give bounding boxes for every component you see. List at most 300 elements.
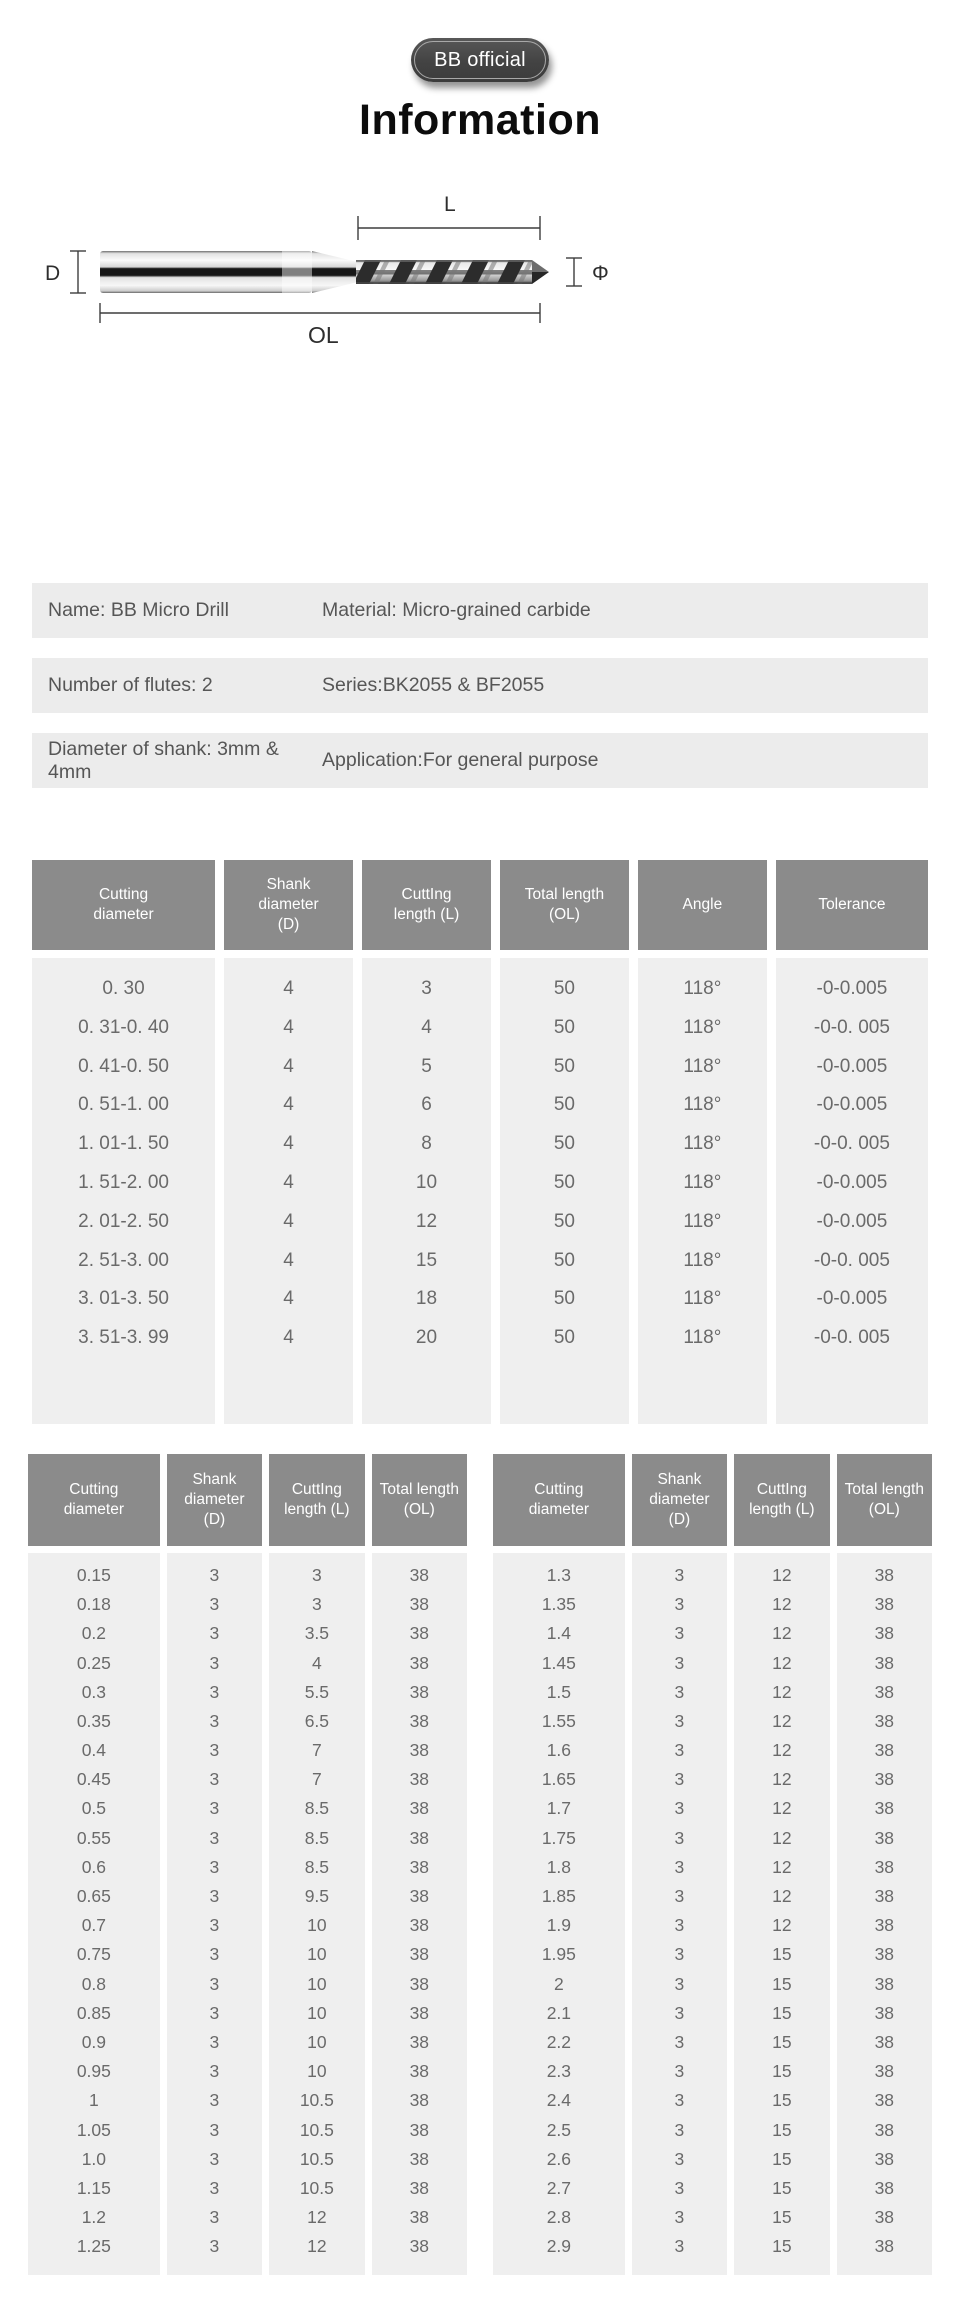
table-cell: 38 (874, 2031, 895, 2052)
table-cell: 3 (421, 978, 432, 999)
info-row (32, 733, 928, 788)
table-cell: 2.9 (546, 2236, 572, 2257)
table-cell: 8.5 (304, 1827, 330, 1848)
table-cell: 12 (772, 1681, 792, 1702)
table-cell: 0. 30 (102, 978, 145, 999)
table-cell: 3 (209, 2119, 220, 2140)
table-cell: 3 (209, 1944, 220, 1965)
table-cell: 1.45 (541, 1652, 576, 1673)
table-cell: 50 (553, 1210, 575, 1232)
column-header (632, 1454, 727, 1546)
table-cell: 38 (409, 1681, 430, 1702)
table-cell: 12 (307, 2236, 327, 2257)
table-cell: -0-0.005 (816, 978, 888, 999)
table-cell: 0.15 (76, 1564, 111, 1585)
column-header (269, 1454, 364, 1546)
column-shank-diameter (632, 1454, 727, 2276)
table-cell: 15 (772, 1944, 792, 1965)
column-header (638, 860, 767, 950)
drill-illustration (100, 251, 549, 293)
column-header (224, 860, 353, 950)
column-body (32, 958, 215, 1424)
table-cell: 38 (409, 1564, 430, 1585)
info-section (32, 583, 928, 788)
table-cell: 10.5 (299, 2177, 334, 2198)
table-cell: 2 (553, 1973, 564, 1994)
column-header-label: CuttIng length (L) (749, 1480, 815, 1518)
table-cell: 4 (283, 1288, 294, 1310)
table-cell: 50 (553, 1133, 575, 1155)
table-cell: 118° (683, 1210, 722, 1232)
table-cell: 2.2 (546, 2031, 572, 2052)
table-cell: 38 (874, 1740, 895, 1761)
column-shank-diameter (167, 1454, 262, 2276)
table-cell: 38 (409, 2090, 430, 2111)
table-cell: 38 (874, 1652, 895, 1673)
table-cell: 4 (283, 1210, 294, 1232)
column-header-label: Shank diameter (D) (649, 1470, 710, 1529)
info-row (32, 658, 928, 713)
table-cell: 3 (674, 2177, 685, 2198)
column-body (372, 1553, 467, 2276)
table-cell: -0-0. 005 (813, 1133, 890, 1155)
column-header-label: Total length (OL) (379, 1480, 459, 1518)
table-cell: 4 (421, 1016, 432, 1038)
column-header-label: Total length (OL) (844, 1480, 924, 1518)
table-cell: 3. 51-3. 99 (78, 1327, 169, 1349)
table-cell: -0-0. 005 (813, 1249, 890, 1271)
table-cell: 20 (415, 1327, 438, 1349)
table-cell: 1.2 (81, 2207, 107, 2228)
table-cell: 3 (674, 1652, 685, 1673)
main-spec-table (32, 860, 928, 1424)
table-cell: -0-0. 005 (813, 1327, 890, 1349)
table-cell: 2.1 (546, 2002, 572, 2023)
column-header-label: Shank diameter (D) (258, 875, 319, 934)
overall-length-dimension (100, 303, 540, 323)
table-cell: 118° (683, 1249, 722, 1271)
column-body (734, 1553, 829, 2276)
table-cell: 118° (683, 1133, 722, 1155)
table-cell: 0.35 (76, 1710, 111, 1731)
table-cell: 2.3 (546, 2061, 572, 2082)
table-cell: 1.0 (81, 2148, 107, 2169)
table-cell: 4 (283, 1171, 294, 1193)
table-cell: 15 (415, 1249, 438, 1271)
table-cell: 4 (311, 1652, 322, 1673)
table-cell: 3 (209, 1856, 220, 1877)
table-cell: 3 (674, 1886, 685, 1907)
table-cell: 118° (683, 1327, 722, 1349)
table-cell: 38 (874, 2002, 895, 2023)
table-cell: 2.6 (546, 2148, 572, 2169)
table-cell: 0.9 (81, 2031, 107, 2052)
table-cell: 38 (874, 1915, 895, 1936)
table-cell: 15 (772, 2061, 792, 2082)
info-flutes: Number of flutes: 2 (48, 674, 213, 696)
column-body (362, 958, 491, 1424)
column-body (493, 1553, 625, 2276)
column-header-label: Angle (682, 895, 723, 913)
table-cell: 3 (209, 2236, 220, 2257)
table-cell: 3 (674, 1915, 685, 1936)
table-cell: 4 (283, 1249, 294, 1271)
table-cell: 38 (874, 1710, 895, 1731)
column-tolerance (776, 860, 928, 1424)
table-cell: 3 (209, 2031, 220, 2052)
table-cell: 38 (409, 2177, 430, 2198)
table-cell: 1.25 (76, 2236, 111, 2257)
table-cell: 3 (674, 2119, 685, 2140)
table-cell: 18 (415, 1288, 438, 1310)
column-shank-diameter (224, 860, 353, 1424)
table-cell: 12 (772, 1856, 792, 1877)
table-cell: 12 (772, 1710, 792, 1731)
table-cell: 3 (674, 2236, 685, 2257)
table-cell: 3 (674, 1594, 685, 1615)
bottom-tables-section (28, 1454, 932, 2276)
table-cell: 3 (674, 1710, 685, 1731)
table-cell: 3. 01-3. 50 (78, 1288, 169, 1310)
table-cell: 0.3 (81, 1681, 107, 1702)
table-cell: 1.3 (546, 1564, 572, 1585)
table-cell: 1.4 (546, 1623, 572, 1644)
table-cell: 3 (209, 1769, 220, 1790)
table-cell: 3 (674, 2148, 685, 2169)
table-cell: 3 (209, 2148, 220, 2169)
table-cell: 50 (553, 1094, 575, 1116)
column-header (837, 1454, 932, 1546)
table-cell: 3 (674, 2090, 685, 2111)
table-cell: 118° (683, 1171, 722, 1193)
table-cell: 4 (283, 1055, 294, 1077)
table-cell: 38 (874, 1827, 895, 1848)
column-header (32, 860, 215, 950)
table-cell: 3 (674, 2002, 685, 2023)
column-body (776, 958, 928, 1424)
column-header (167, 1454, 262, 1546)
table-cell: 3 (674, 1769, 685, 1790)
table-cell: 0.7 (81, 1915, 107, 1936)
table-cell: 8.5 (304, 1856, 330, 1877)
column-cutting-diameter (32, 860, 215, 1424)
table-cell: 4 (283, 1094, 294, 1116)
table-cell: 38 (874, 1886, 895, 1907)
table-cell: 3 (209, 2090, 220, 2111)
table-cell: 1.5 (546, 1681, 572, 1702)
table-cell: 4 (283, 978, 294, 999)
table-cell: -0-0.005 (816, 1210, 888, 1232)
table-cell: 5 (421, 1055, 432, 1077)
table-cell: 50 (553, 1016, 575, 1038)
table-cell: 3 (674, 1623, 685, 1644)
table-cell: 12 (772, 1915, 792, 1936)
table-cell: 12 (415, 1210, 438, 1232)
left-spec-table (28, 1454, 467, 2276)
table-cell: 3 (209, 1564, 220, 1585)
table-cell: 3 (209, 1652, 220, 1673)
column-angle (638, 860, 767, 1424)
table-cell: 3 (209, 2207, 220, 2228)
table-cell: 38 (409, 2061, 430, 2082)
info-series: Series:BK2055 & BF2055 (322, 674, 545, 696)
flute-length-label: L (444, 193, 456, 216)
table-cell: 12 (772, 1798, 792, 1819)
table-cell: 38 (409, 1740, 430, 1761)
table-cell: 3 (209, 1623, 220, 1644)
table-cell: 10 (307, 2002, 327, 2023)
table-cell: 38 (874, 2119, 895, 2140)
table-cell: 1.95 (541, 1944, 576, 1965)
table-cell: 0.95 (76, 2061, 111, 2082)
table-cell: 38 (874, 2148, 895, 2169)
table-cell: 4 (283, 1327, 294, 1349)
table-cell: 38 (409, 2148, 430, 2169)
table-cell: 0. 41-0. 50 (78, 1055, 169, 1077)
table-cell: 118° (683, 978, 722, 999)
table-cell: 2.5 (546, 2119, 572, 2140)
table-cell: 10 (307, 2031, 327, 2052)
table-cell: 12 (772, 1594, 792, 1615)
table-cell: 9.5 (304, 1886, 330, 1907)
table-cell: 38 (409, 1652, 430, 1673)
table-cell: 1. 01-1. 50 (78, 1133, 169, 1155)
table-cell: 12 (772, 1886, 792, 1907)
table-cell: 1.55 (541, 1710, 576, 1731)
table-cell: 38 (874, 2207, 895, 2228)
drill-diagram-svg (0, 187, 960, 347)
table-cell: 1.7 (546, 1798, 572, 1819)
table-cell: 38 (874, 1856, 895, 1877)
column-body (224, 958, 353, 1424)
table-cell: -0-0.005 (816, 1288, 888, 1310)
table-cell: 1.8 (546, 1856, 572, 1877)
table-cell: 10.5 (299, 2090, 334, 2111)
table-cell: 3 (209, 1594, 220, 1615)
table-cell: 38 (874, 2236, 895, 2257)
table-cell: 15 (772, 2090, 792, 2111)
table-cell: 3 (674, 1856, 685, 1877)
table-cell: 0.2 (81, 1623, 107, 1644)
table-cell: 1 (88, 2090, 99, 2111)
table-cell: 38 (409, 1594, 430, 1615)
table-cell: 7 (311, 1740, 322, 1761)
flute-length-dimension (358, 216, 540, 240)
column-header (372, 1454, 467, 1546)
column-cutting-length (362, 860, 491, 1424)
table-cell: 38 (409, 1944, 430, 1965)
table-cell: 38 (874, 2090, 895, 2111)
table-cell: 3 (674, 2207, 685, 2228)
table-cell: 12 (772, 1827, 792, 1848)
table-cell: 38 (409, 2207, 430, 2228)
overall-length-label: OL (308, 322, 339, 347)
right-spec-table (493, 1454, 932, 2276)
column-total-length (837, 1454, 932, 2276)
table-cell: 3 (209, 2061, 220, 2082)
info-material: Material: Micro-grained carbide (322, 599, 591, 621)
column-header (734, 1454, 829, 1546)
table-cell: 15 (772, 2002, 792, 2023)
table-cell: 1.75 (541, 1827, 576, 1848)
column-total-length (500, 860, 629, 1424)
column-header-label: Cutting diameter (63, 1480, 124, 1518)
table-cell: 15 (772, 2119, 792, 2140)
column-body (500, 958, 629, 1424)
table-cell: 38 (874, 1623, 895, 1644)
shank-diameter-label: D (45, 262, 61, 285)
table-cell: 50 (553, 1249, 575, 1271)
table-cell: 38 (409, 1623, 430, 1644)
table-cell: 0. 31-0. 40 (78, 1016, 169, 1038)
table-cell: 3 (209, 1915, 220, 1936)
table-cell: 10 (307, 1944, 327, 1965)
table-cell: 38 (409, 2002, 430, 2023)
table-cell: 118° (683, 1016, 722, 1038)
table-cell: 3 (209, 2002, 220, 2023)
table-cell: 3 (209, 1681, 220, 1702)
table-cell: 3 (674, 1973, 685, 1994)
info-shank-diameter: Diameter of shank: 3mm & 4mm (48, 737, 279, 783)
table-cell: 3 (209, 1827, 220, 1848)
drill-diagram (0, 187, 960, 347)
table-cell: 38 (409, 2119, 430, 2140)
table-cell: 2.8 (546, 2207, 572, 2228)
table-cell: 0.55 (76, 1827, 111, 1848)
table-cell: 3.5 (304, 1623, 330, 1644)
table-cell: -0-0.005 (816, 1094, 888, 1116)
table-cell: 0.85 (76, 2002, 111, 2023)
column-header-label: Cutting diameter (93, 885, 154, 923)
table-cell: 0.5 (81, 1798, 107, 1819)
table-cell: 38 (874, 1564, 895, 1585)
table-cell: 12 (307, 2207, 327, 2228)
table-cell: 0.6 (81, 1856, 107, 1877)
page-title: Information (359, 96, 601, 144)
table-cell: 3 (209, 2177, 220, 2198)
table-cell: 50 (553, 1055, 575, 1077)
table-cell: 8 (421, 1133, 432, 1155)
table-cell: 4 (283, 1016, 294, 1038)
table-cell: 38 (409, 1769, 430, 1790)
column-body (28, 1553, 160, 2276)
table-cell: 3 (311, 1564, 322, 1585)
table-cell: 38 (874, 2061, 895, 2082)
table-cell: 38 (409, 1856, 430, 1877)
column-header (493, 1454, 625, 1546)
table-cell: 38 (874, 1594, 895, 1615)
table-cell: 10 (415, 1171, 438, 1193)
table-cell: 50 (553, 1288, 575, 1310)
table-cell: 3 (209, 1973, 220, 1994)
column-total-length (372, 1454, 467, 2276)
column-header (500, 860, 629, 950)
table-cell: 38 (409, 1915, 430, 1936)
column-header (28, 1454, 160, 1546)
shank-diameter-dimension (70, 251, 86, 293)
table-cell: 3 (674, 1740, 685, 1761)
table-cell: 4 (283, 1133, 294, 1155)
table-cell: 8.5 (304, 1798, 330, 1819)
table-cell: -0-0.005 (816, 1171, 888, 1193)
table-cell: 38 (409, 1827, 430, 1848)
table-cell: -0-0. 005 (813, 1016, 890, 1038)
column-header-label: Total length (OL) (524, 885, 605, 923)
table-cell: 3 (209, 1886, 220, 1907)
table-cell: 38 (409, 2236, 430, 2257)
table-cell: 0.65 (76, 1886, 111, 1907)
table-cell: 15 (772, 2177, 792, 2198)
table-cell: 50 (553, 978, 575, 999)
table-cell: 3 (674, 1681, 685, 1702)
table-cell: 38 (409, 1886, 430, 1907)
column-header-label: Cutting diameter (528, 1480, 589, 1518)
table-cell: 2.7 (546, 2177, 572, 2198)
table-cell: 38 (409, 1973, 430, 1994)
column-body (638, 958, 767, 1424)
column-body (632, 1553, 727, 2276)
column-header-label: CuttIng length (L) (284, 1480, 350, 1518)
column-header-label: CuttIng length (L) (393, 885, 460, 923)
table-cell: 5.5 (304, 1681, 330, 1702)
table-cell: 38 (874, 2177, 895, 2198)
table-cell: 12 (772, 1564, 792, 1585)
table-cell: 50 (553, 1171, 575, 1193)
table-cell: 12 (772, 1769, 792, 1790)
table-cell: 12 (772, 1623, 792, 1644)
table-cell: -0-0.005 (816, 1055, 888, 1077)
tip-diameter-dimension (566, 258, 582, 286)
table-cell: 1.05 (76, 2119, 111, 2140)
table-cell: 12 (772, 1652, 792, 1673)
table-cell: 15 (772, 2207, 792, 2228)
table-cell: 3 (674, 1798, 685, 1819)
table-cell: 2. 01-2. 50 (78, 1210, 169, 1232)
column-cutting-diameter (28, 1454, 160, 2276)
tip-diameter-label: Φ (592, 262, 609, 285)
table-cell: 38 (874, 1973, 895, 1994)
table-cell: 3 (674, 1564, 685, 1585)
table-cell: 6 (421, 1094, 432, 1116)
column-cutting-diameter (493, 1454, 625, 2276)
table-cell: 38 (409, 2031, 430, 2052)
table-cell: 15 (772, 2236, 792, 2257)
table-cell: 3 (209, 1710, 220, 1731)
table-cell: 38 (874, 1769, 895, 1790)
table-cell: 38 (409, 1710, 430, 1731)
table-cell: 10.5 (299, 2148, 334, 2169)
table-cell: 0.75 (76, 1944, 111, 1965)
table-cell: 1.35 (541, 1594, 576, 1615)
table-cell: 1.15 (76, 2177, 111, 2198)
table-cell: 3 (674, 2031, 685, 2052)
table-cell: 10 (307, 1915, 327, 1936)
table-cell: 3 (674, 1827, 685, 1848)
table-cell: 0. 51-1. 00 (78, 1094, 169, 1116)
info-row (32, 583, 928, 638)
table-cell: 38 (874, 1798, 895, 1819)
table-cell: 50 (553, 1327, 575, 1349)
table-cell: 3 (674, 2061, 685, 2082)
column-header (776, 860, 928, 950)
table-cell: 3 (674, 1944, 685, 1965)
table-cell: 118° (683, 1094, 722, 1116)
column-body (167, 1553, 262, 2276)
column-cutting-length (269, 1454, 364, 2276)
table-cell: 0.18 (76, 1594, 111, 1615)
brand-badge (411, 38, 549, 82)
table-cell: 1.65 (541, 1769, 576, 1790)
